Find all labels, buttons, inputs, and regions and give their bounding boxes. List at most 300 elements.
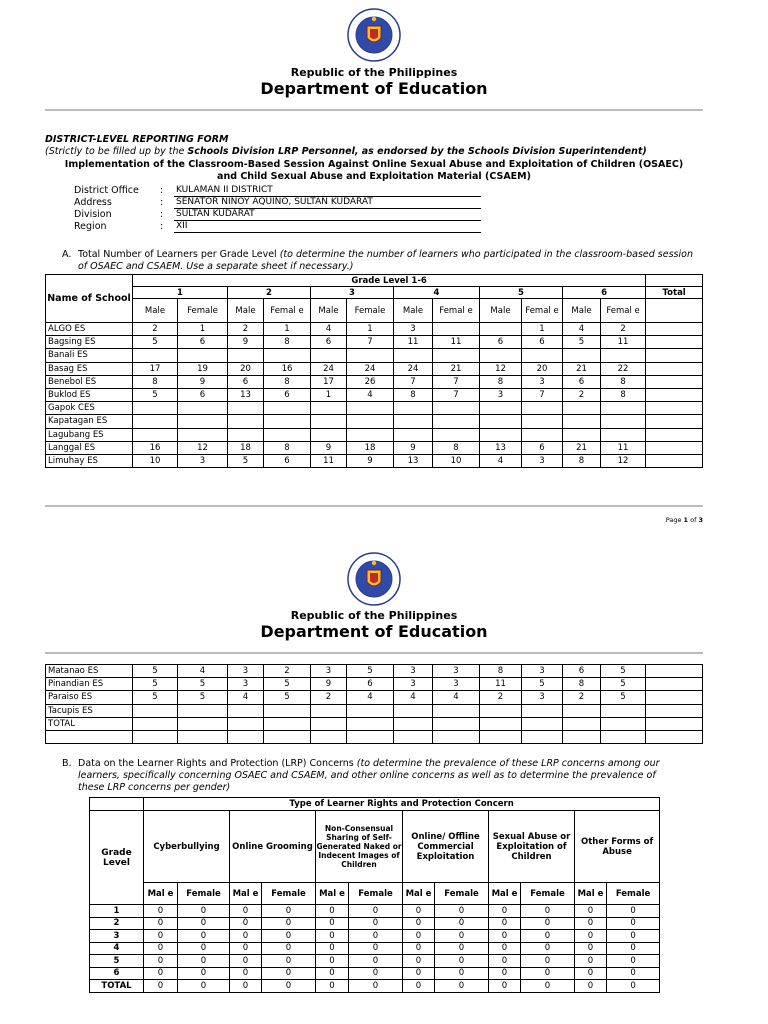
row-total-cell[interactable]: [646, 730, 703, 743]
concern-count-cell[interactable]: 0: [489, 942, 521, 955]
count-cell[interactable]: [347, 428, 394, 441]
count-cell[interactable]: 6: [264, 388, 311, 401]
count-cell[interactable]: 13: [228, 388, 264, 401]
count-cell[interactable]: [133, 704, 178, 717]
concern-count-cell[interactable]: 0: [144, 980, 178, 993]
concern-count-cell[interactable]: 0: [435, 955, 489, 968]
count-cell[interactable]: [394, 402, 433, 415]
concern-count-cell[interactable]: 0: [607, 955, 660, 968]
count-cell[interactable]: 20: [522, 362, 563, 375]
count-cell[interactable]: [133, 428, 178, 441]
count-cell[interactable]: [522, 415, 563, 428]
count-cell[interactable]: 21: [433, 362, 480, 375]
row-total-cell[interactable]: [646, 691, 703, 704]
concern-count-cell[interactable]: 0: [316, 967, 349, 980]
concern-count-cell[interactable]: 0: [575, 955, 607, 968]
concern-count-cell[interactable]: 0: [521, 930, 575, 943]
count-cell[interactable]: 3: [522, 375, 563, 388]
count-cell[interactable]: 11: [394, 336, 433, 349]
count-cell[interactable]: [433, 402, 480, 415]
count-cell[interactable]: [601, 428, 646, 441]
count-cell[interactable]: [178, 402, 228, 415]
count-cell[interactable]: 2: [264, 665, 311, 678]
count-cell[interactable]: [347, 415, 394, 428]
count-cell[interactable]: 6: [563, 375, 601, 388]
count-cell[interactable]: 6: [178, 388, 228, 401]
row-total-cell[interactable]: [646, 454, 703, 467]
count-cell[interactable]: [228, 730, 264, 743]
concern-count-cell[interactable]: 0: [230, 917, 262, 930]
count-cell[interactable]: 3: [228, 678, 264, 691]
concern-count-cell[interactable]: 0: [435, 967, 489, 980]
count-cell[interactable]: 8: [601, 375, 646, 388]
concern-count-cell[interactable]: 0: [178, 967, 230, 980]
count-cell[interactable]: 2: [228, 323, 264, 336]
count-cell[interactable]: 11: [601, 441, 646, 454]
count-cell[interactable]: 12: [601, 454, 646, 467]
count-cell[interactable]: 3: [394, 678, 433, 691]
address-field[interactable]: SENATOR NINOY AQUINO, SULTAN KUDARAT: [174, 197, 481, 209]
count-cell[interactable]: 3: [178, 454, 228, 467]
concern-count-cell[interactable]: 0: [262, 905, 316, 918]
count-cell[interactable]: 6: [522, 441, 563, 454]
concern-count-cell[interactable]: 0: [435, 942, 489, 955]
concern-count-cell[interactable]: 0: [403, 917, 435, 930]
concern-count-cell[interactable]: 0: [435, 905, 489, 918]
count-cell[interactable]: 8: [563, 454, 601, 467]
count-cell[interactable]: [480, 415, 522, 428]
count-cell[interactable]: 3: [311, 665, 347, 678]
count-cell[interactable]: 8: [133, 375, 178, 388]
count-cell[interactable]: 20: [228, 362, 264, 375]
count-cell[interactable]: 3: [522, 691, 563, 704]
count-cell[interactable]: 3: [394, 323, 433, 336]
count-cell[interactable]: 7: [522, 388, 563, 401]
concern-count-cell[interactable]: 0: [349, 917, 403, 930]
count-cell[interactable]: [264, 428, 311, 441]
count-cell[interactable]: [433, 349, 480, 362]
count-cell[interactable]: [480, 717, 522, 730]
count-cell[interactable]: [433, 415, 480, 428]
count-cell[interactable]: [133, 717, 178, 730]
count-cell[interactable]: 6: [347, 678, 394, 691]
count-cell[interactable]: 8: [563, 678, 601, 691]
concern-count-cell[interactable]: 0: [316, 942, 349, 955]
count-cell[interactable]: [394, 704, 433, 717]
concern-count-cell[interactable]: 0: [403, 942, 435, 955]
count-cell[interactable]: 7: [347, 336, 394, 349]
count-cell[interactable]: [601, 415, 646, 428]
concern-count-cell[interactable]: 0: [178, 930, 230, 943]
row-total-cell[interactable]: [646, 665, 703, 678]
row-total-cell[interactable]: [646, 704, 703, 717]
count-cell[interactable]: [433, 704, 480, 717]
count-cell[interactable]: 5: [601, 678, 646, 691]
count-cell[interactable]: [394, 349, 433, 362]
count-cell[interactable]: 9: [394, 441, 433, 454]
count-cell[interactable]: 11: [601, 336, 646, 349]
count-cell[interactable]: [394, 730, 433, 743]
count-cell[interactable]: 2: [133, 323, 178, 336]
concern-count-cell[interactable]: 0: [262, 930, 316, 943]
count-cell[interactable]: 9: [311, 441, 347, 454]
concern-count-cell[interactable]: 0: [316, 980, 349, 993]
concern-count-cell[interactable]: 0: [262, 942, 316, 955]
count-cell[interactable]: 8: [480, 375, 522, 388]
count-cell[interactable]: 12: [178, 441, 228, 454]
count-cell[interactable]: 5: [178, 691, 228, 704]
count-cell[interactable]: 5: [228, 454, 264, 467]
count-cell[interactable]: [601, 402, 646, 415]
count-cell[interactable]: [480, 323, 522, 336]
count-cell[interactable]: 11: [480, 678, 522, 691]
count-cell[interactable]: [563, 415, 601, 428]
count-cell[interactable]: [228, 349, 264, 362]
count-cell[interactable]: [178, 428, 228, 441]
count-cell[interactable]: 6: [311, 336, 347, 349]
count-cell[interactable]: 5: [601, 691, 646, 704]
count-cell[interactable]: 9: [311, 678, 347, 691]
count-cell[interactable]: [563, 402, 601, 415]
row-total-cell[interactable]: [646, 323, 703, 336]
concern-count-cell[interactable]: 0: [575, 980, 607, 993]
count-cell[interactable]: 8: [264, 441, 311, 454]
count-cell[interactable]: [601, 730, 646, 743]
concern-count-cell[interactable]: 0: [575, 942, 607, 955]
concern-count-cell[interactable]: 0: [178, 905, 230, 918]
count-cell[interactable]: 24: [311, 362, 347, 375]
concern-count-cell[interactable]: 0: [607, 942, 660, 955]
concern-count-cell[interactable]: 0: [403, 967, 435, 980]
count-cell[interactable]: 4: [480, 454, 522, 467]
region-field[interactable]: XII: [174, 221, 481, 233]
concern-count-cell[interactable]: 0: [607, 905, 660, 918]
concern-count-cell[interactable]: 0: [521, 967, 575, 980]
count-cell[interactable]: 1: [522, 323, 563, 336]
row-total-cell[interactable]: [646, 362, 703, 375]
concern-count-cell[interactable]: 0: [403, 980, 435, 993]
concern-count-cell[interactable]: 0: [403, 930, 435, 943]
count-cell[interactable]: [394, 415, 433, 428]
count-cell[interactable]: 22: [601, 362, 646, 375]
concern-count-cell[interactable]: 0: [144, 942, 178, 955]
count-cell[interactable]: 7: [394, 375, 433, 388]
count-cell[interactable]: 2: [480, 691, 522, 704]
row-total-cell[interactable]: [646, 441, 703, 454]
count-cell[interactable]: 5: [133, 388, 178, 401]
count-cell[interactable]: 2: [311, 691, 347, 704]
district-field[interactable]: KULAMAN II DISTRICT: [174, 185, 481, 197]
count-cell[interactable]: 2: [601, 323, 646, 336]
count-cell[interactable]: [433, 323, 480, 336]
concern-count-cell[interactable]: 0: [435, 930, 489, 943]
count-cell[interactable]: [228, 717, 264, 730]
count-cell[interactable]: 2: [563, 691, 601, 704]
concern-count-cell[interactable]: 0: [230, 905, 262, 918]
concern-count-cell[interactable]: 0: [178, 955, 230, 968]
count-cell[interactable]: [394, 428, 433, 441]
count-cell[interactable]: 3: [433, 665, 480, 678]
count-cell[interactable]: 11: [311, 454, 347, 467]
count-cell[interactable]: 8: [601, 388, 646, 401]
count-cell[interactable]: [264, 415, 311, 428]
concern-count-cell[interactable]: 0: [349, 930, 403, 943]
concern-count-cell[interactable]: 0: [144, 917, 178, 930]
count-cell[interactable]: [133, 730, 178, 743]
count-cell[interactable]: 4: [178, 665, 228, 678]
count-cell[interactable]: [311, 704, 347, 717]
concern-count-cell[interactable]: 0: [144, 955, 178, 968]
concern-count-cell[interactable]: 0: [489, 905, 521, 918]
count-cell[interactable]: [264, 717, 311, 730]
count-cell[interactable]: 6: [480, 336, 522, 349]
count-cell[interactable]: [522, 428, 563, 441]
count-cell[interactable]: 5: [601, 665, 646, 678]
count-cell[interactable]: 3: [433, 678, 480, 691]
row-total-cell[interactable]: [646, 717, 703, 730]
count-cell[interactable]: 5: [522, 678, 563, 691]
count-cell[interactable]: [264, 402, 311, 415]
count-cell[interactable]: 4: [228, 691, 264, 704]
count-cell[interactable]: 1: [311, 388, 347, 401]
count-cell[interactable]: [601, 349, 646, 362]
count-cell[interactable]: [480, 428, 522, 441]
count-cell[interactable]: 4: [347, 388, 394, 401]
count-cell[interactable]: [347, 730, 394, 743]
count-cell[interactable]: 5: [133, 665, 178, 678]
count-cell[interactable]: [311, 428, 347, 441]
concern-count-cell[interactable]: 0: [489, 930, 521, 943]
count-cell[interactable]: 24: [394, 362, 433, 375]
count-cell[interactable]: 5: [178, 678, 228, 691]
count-cell[interactable]: [347, 717, 394, 730]
count-cell[interactable]: [178, 415, 228, 428]
count-cell[interactable]: 8: [433, 441, 480, 454]
count-cell[interactable]: [264, 349, 311, 362]
count-cell[interactable]: [264, 704, 311, 717]
count-cell[interactable]: [601, 704, 646, 717]
concern-count-cell[interactable]: 0: [144, 905, 178, 918]
row-total-cell[interactable]: [646, 678, 703, 691]
count-cell[interactable]: 13: [480, 441, 522, 454]
row-total-cell[interactable]: [646, 388, 703, 401]
count-cell[interactable]: [228, 402, 264, 415]
count-cell[interactable]: 8: [264, 336, 311, 349]
concern-count-cell[interactable]: 0: [521, 955, 575, 968]
count-cell[interactable]: 6: [264, 454, 311, 467]
count-cell[interactable]: 3: [394, 665, 433, 678]
count-cell[interactable]: 5: [264, 691, 311, 704]
count-cell[interactable]: 3: [522, 665, 563, 678]
count-cell[interactable]: 9: [228, 336, 264, 349]
row-total-cell[interactable]: [646, 349, 703, 362]
count-cell[interactable]: 16: [133, 441, 178, 454]
concern-count-cell[interactable]: 0: [575, 930, 607, 943]
count-cell[interactable]: 16: [264, 362, 311, 375]
count-cell[interactable]: [311, 730, 347, 743]
concern-count-cell[interactable]: 0: [349, 967, 403, 980]
count-cell[interactable]: 21: [563, 441, 601, 454]
concern-count-cell[interactable]: 0: [230, 930, 262, 943]
concern-count-cell[interactable]: 0: [262, 967, 316, 980]
concern-count-cell[interactable]: 0: [316, 917, 349, 930]
count-cell[interactable]: 4: [433, 691, 480, 704]
count-cell[interactable]: 5: [563, 336, 601, 349]
count-cell[interactable]: [228, 428, 264, 441]
count-cell[interactable]: [178, 717, 228, 730]
count-cell[interactable]: 5: [347, 665, 394, 678]
concern-count-cell[interactable]: 0: [262, 955, 316, 968]
row-total-cell[interactable]: [646, 402, 703, 415]
count-cell[interactable]: [311, 349, 347, 362]
count-cell[interactable]: 3: [480, 388, 522, 401]
count-cell[interactable]: [228, 704, 264, 717]
concern-count-cell[interactable]: 0: [178, 917, 230, 930]
concern-count-cell[interactable]: 0: [575, 917, 607, 930]
count-cell[interactable]: 24: [347, 362, 394, 375]
concern-count-cell[interactable]: 0: [144, 930, 178, 943]
concern-count-cell[interactable]: 0: [178, 942, 230, 955]
concern-count-cell[interactable]: 0: [607, 917, 660, 930]
count-cell[interactable]: 26: [347, 375, 394, 388]
count-cell[interactable]: [522, 349, 563, 362]
count-cell[interactable]: 5: [133, 336, 178, 349]
count-cell[interactable]: 6: [522, 336, 563, 349]
count-cell[interactable]: 6: [563, 665, 601, 678]
count-cell[interactable]: [178, 704, 228, 717]
count-cell[interactable]: 1: [264, 323, 311, 336]
concern-count-cell[interactable]: 0: [521, 942, 575, 955]
count-cell[interactable]: 10: [433, 454, 480, 467]
concern-count-cell[interactable]: 0: [607, 980, 660, 993]
count-cell[interactable]: [522, 730, 563, 743]
count-cell[interactable]: [480, 730, 522, 743]
concern-count-cell[interactable]: 0: [489, 917, 521, 930]
count-cell[interactable]: [601, 717, 646, 730]
count-cell[interactable]: 6: [178, 336, 228, 349]
count-cell[interactable]: 5: [133, 678, 178, 691]
division-field[interactable]: SULTAN KUDARAT: [174, 209, 481, 221]
count-cell[interactable]: 11: [433, 336, 480, 349]
count-cell[interactable]: [563, 349, 601, 362]
count-cell[interactable]: 4: [311, 323, 347, 336]
count-cell[interactable]: [480, 402, 522, 415]
count-cell[interactable]: 18: [228, 441, 264, 454]
count-cell[interactable]: [264, 730, 311, 743]
concern-count-cell[interactable]: 0: [230, 967, 262, 980]
concern-count-cell[interactable]: 0: [489, 967, 521, 980]
count-cell[interactable]: [178, 730, 228, 743]
concern-count-cell[interactable]: 0: [349, 955, 403, 968]
count-cell[interactable]: [133, 415, 178, 428]
count-cell[interactable]: 19: [178, 362, 228, 375]
concern-count-cell[interactable]: 0: [316, 905, 349, 918]
count-cell[interactable]: 5: [264, 678, 311, 691]
count-cell[interactable]: [563, 730, 601, 743]
concern-count-cell[interactable]: 0: [489, 955, 521, 968]
count-cell[interactable]: 4: [347, 691, 394, 704]
count-cell[interactable]: 9: [178, 375, 228, 388]
count-cell[interactable]: [480, 349, 522, 362]
count-cell[interactable]: 2: [563, 388, 601, 401]
concern-count-cell[interactable]: 0: [230, 980, 262, 993]
count-cell[interactable]: 17: [133, 362, 178, 375]
count-cell[interactable]: [178, 349, 228, 362]
concern-count-cell[interactable]: 0: [178, 980, 230, 993]
count-cell[interactable]: 7: [433, 375, 480, 388]
concern-count-cell[interactable]: 0: [262, 917, 316, 930]
concern-count-cell[interactable]: 0: [316, 955, 349, 968]
count-cell[interactable]: [311, 717, 347, 730]
count-cell[interactable]: [311, 402, 347, 415]
count-cell[interactable]: [563, 704, 601, 717]
concern-count-cell[interactable]: 0: [435, 980, 489, 993]
concern-count-cell[interactable]: 0: [521, 905, 575, 918]
concern-count-cell[interactable]: 0: [521, 980, 575, 993]
concern-count-cell[interactable]: 0: [575, 967, 607, 980]
count-cell[interactable]: [522, 717, 563, 730]
concern-count-cell[interactable]: 0: [489, 980, 521, 993]
count-cell[interactable]: [433, 717, 480, 730]
count-cell[interactable]: [480, 704, 522, 717]
row-total-cell[interactable]: [646, 415, 703, 428]
concern-count-cell[interactable]: 0: [144, 967, 178, 980]
count-cell[interactable]: [394, 717, 433, 730]
concern-count-cell[interactable]: 0: [403, 905, 435, 918]
count-cell[interactable]: 9: [347, 454, 394, 467]
count-cell[interactable]: [563, 717, 601, 730]
concern-count-cell[interactable]: 0: [262, 980, 316, 993]
count-cell[interactable]: [522, 704, 563, 717]
concern-count-cell[interactable]: 0: [403, 955, 435, 968]
count-cell[interactable]: [347, 349, 394, 362]
count-cell[interactable]: 3: [228, 665, 264, 678]
concern-count-cell[interactable]: 0: [607, 930, 660, 943]
count-cell[interactable]: 17: [311, 375, 347, 388]
concern-count-cell[interactable]: 0: [230, 955, 262, 968]
count-cell[interactable]: 8: [480, 665, 522, 678]
concern-count-cell[interactable]: 0: [349, 942, 403, 955]
count-cell[interactable]: [563, 428, 601, 441]
count-cell[interactable]: 1: [178, 323, 228, 336]
count-cell[interactable]: [433, 730, 480, 743]
count-cell[interactable]: 3: [522, 454, 563, 467]
count-cell[interactable]: 13: [394, 454, 433, 467]
concern-count-cell[interactable]: 0: [349, 980, 403, 993]
count-cell[interactable]: 4: [394, 691, 433, 704]
count-cell[interactable]: 1: [347, 323, 394, 336]
row-total-cell[interactable]: [646, 428, 703, 441]
concern-count-cell[interactable]: 0: [349, 905, 403, 918]
count-cell[interactable]: [133, 402, 178, 415]
row-total-cell[interactable]: [646, 375, 703, 388]
count-cell[interactable]: 21: [563, 362, 601, 375]
count-cell[interactable]: [347, 704, 394, 717]
count-cell[interactable]: 8: [264, 375, 311, 388]
count-cell[interactable]: 8: [394, 388, 433, 401]
concern-count-cell[interactable]: 0: [230, 942, 262, 955]
count-cell[interactable]: 5: [133, 691, 178, 704]
count-cell[interactable]: 12: [480, 362, 522, 375]
concern-count-cell[interactable]: 0: [316, 930, 349, 943]
concern-count-cell[interactable]: 0: [435, 917, 489, 930]
count-cell[interactable]: [347, 402, 394, 415]
concern-count-cell[interactable]: 0: [521, 917, 575, 930]
concern-count-cell[interactable]: 0: [607, 967, 660, 980]
count-cell[interactable]: 6: [228, 375, 264, 388]
count-cell[interactable]: 7: [433, 388, 480, 401]
count-cell[interactable]: [522, 402, 563, 415]
